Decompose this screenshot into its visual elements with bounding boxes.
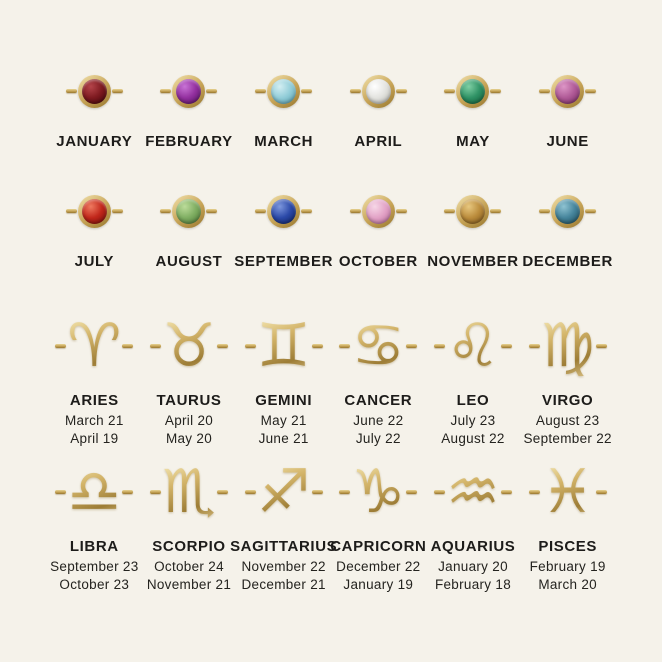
birthstone-charm	[350, 176, 407, 246]
leo-symbol-icon: ♌	[446, 311, 500, 381]
zodiac-charm	[434, 300, 512, 392]
gold-bezel	[456, 195, 489, 228]
connector-bar-right-icon	[217, 490, 228, 494]
gold-bezel	[172, 75, 205, 108]
zodiac-cell-gemini	[236, 300, 331, 447]
scorpio-symbol-icon: ♏	[162, 457, 216, 527]
birthstone-charm	[350, 56, 407, 126]
zodiac-start-date: December 22	[336, 559, 421, 574]
gemini-symbol-icon: ♊	[256, 311, 311, 381]
month-label: JULY	[74, 253, 115, 270]
connector-bar-left-icon	[160, 89, 171, 93]
capricorn-symbol-icon: ♑	[351, 457, 406, 527]
connector-bar-right-icon	[312, 490, 323, 494]
virgo-symbol-icon: ♍	[540, 311, 595, 381]
zodiac-end-date: July 22	[355, 430, 401, 446]
zodiac-cell-leo	[426, 300, 521, 447]
connector-bar-left-icon	[434, 344, 445, 348]
gold-bezel	[362, 75, 395, 108]
connector-bar-right-icon	[490, 89, 501, 93]
month-cell-june	[520, 56, 615, 150]
connector-bar-left-icon	[245, 490, 256, 494]
connector-bar-left-icon	[150, 490, 161, 494]
month-label: MARCH	[254, 133, 314, 150]
connector-bar-right-icon	[301, 209, 312, 213]
gold-bezel	[362, 195, 395, 228]
zodiac-start-date: February 19	[529, 559, 606, 574]
connector-bar-right-icon	[406, 490, 417, 494]
libra-symbol-icon: ♎	[67, 457, 122, 527]
aquarius-symbol-icon: ♒	[446, 457, 500, 527]
cancer-symbol-icon: ♋	[351, 311, 406, 381]
connector-bar-left-icon	[55, 344, 66, 348]
connector-bar-left-icon	[444, 89, 455, 93]
zodiac-start-date: August 23	[535, 413, 600, 428]
zodiac-start-date: January 20	[438, 559, 508, 574]
zodiac-end-date: November 21	[146, 576, 232, 592]
january-gemstone	[82, 79, 107, 104]
month-label: JUNE	[546, 133, 589, 150]
month-label: AUGUST	[155, 253, 223, 270]
connector-bar-left-icon	[255, 209, 266, 213]
connector-bar-right-icon	[396, 209, 407, 213]
october-gemstone	[366, 199, 391, 224]
connector-bar-right-icon	[396, 89, 407, 93]
zodiac-cell-virgo	[520, 300, 615, 447]
december-gemstone	[555, 199, 580, 224]
connector-bar-left-icon	[55, 490, 66, 494]
zodiac-name: LEO	[456, 392, 490, 409]
gold-bezel	[78, 75, 111, 108]
birthstone-charm	[66, 176, 123, 246]
zodiac-name: CAPRICORN	[330, 538, 427, 555]
month-cell-september	[234, 176, 334, 270]
zodiac-end-date: December 21	[241, 576, 326, 592]
zodiac-name: ARIES	[69, 392, 119, 409]
connector-bar-right-icon	[217, 344, 228, 348]
september-gemstone	[271, 199, 296, 224]
zodiac-end-date: May 20	[165, 430, 213, 446]
zodiac-cell-taurus	[142, 300, 237, 447]
connector-bar-right-icon	[312, 344, 323, 348]
month-cell-july	[47, 176, 142, 270]
zodiac-name: CANCER	[344, 392, 413, 409]
zodiac-name: LIBRA	[69, 538, 119, 555]
connector-bar-right-icon	[406, 344, 417, 348]
connector-bar-right-icon	[206, 89, 217, 93]
month-label: NOVEMBER	[427, 253, 519, 270]
connector-bar-right-icon	[122, 490, 133, 494]
month-cell-may	[426, 56, 521, 150]
june-gemstone	[555, 79, 580, 104]
may-gemstone	[460, 79, 485, 104]
month-cell-december	[520, 176, 615, 270]
zodiac-cell-pisces	[520, 446, 615, 593]
connector-bar-right-icon	[490, 209, 501, 213]
zodiac-charm	[245, 300, 323, 392]
zodiac-name: PISCES	[538, 538, 597, 555]
month-cell-january	[47, 56, 142, 150]
month-cell-march	[236, 56, 331, 150]
zodiac-name: SAGITTARIUS	[230, 538, 338, 555]
july-gemstone	[82, 199, 107, 224]
month-cell-april	[331, 56, 426, 150]
zodiac-charm	[150, 446, 228, 538]
connector-bar-left-icon	[150, 344, 161, 348]
zodiac-charm	[150, 300, 228, 392]
birthstone-charm	[444, 56, 501, 126]
connector-bar-left-icon	[434, 490, 445, 494]
month-label: FEBRUARY	[145, 133, 233, 150]
gold-bezel	[172, 195, 205, 228]
gold-bezel	[78, 195, 111, 228]
gold-bezel	[267, 195, 300, 228]
zodiac-end-date: March 20	[538, 576, 597, 592]
aries-symbol-icon: ♈	[67, 311, 122, 381]
month-label: JANUARY	[56, 133, 133, 150]
zodiac-cell-aquarius	[426, 446, 521, 593]
connector-bar-left-icon	[255, 89, 266, 93]
connector-bar-right-icon	[596, 344, 607, 348]
zodiac-row-1	[47, 300, 615, 447]
taurus-symbol-icon: ♉	[162, 311, 216, 381]
zodiac-start-date: March 21	[64, 413, 124, 428]
april-gemstone	[366, 79, 391, 104]
connector-bar-left-icon	[350, 89, 361, 93]
august-gemstone	[176, 199, 201, 224]
connector-bar-right-icon	[501, 344, 512, 348]
zodiac-start-date: June 22	[353, 413, 404, 428]
connector-bar-right-icon	[112, 89, 123, 93]
zodiac-cell-cancer	[331, 300, 426, 447]
zodiac-name: AQUARIUS	[430, 538, 516, 555]
month-label: DECEMBER	[522, 253, 613, 270]
gold-bezel	[267, 75, 300, 108]
zodiac-name: SCORPIO	[152, 538, 226, 555]
gold-bezel	[551, 75, 584, 108]
zodiac-name: GEMINI	[255, 392, 313, 409]
connector-bar-right-icon	[206, 209, 217, 213]
march-gemstone	[271, 79, 296, 104]
month-label: APRIL	[354, 133, 403, 150]
connector-bar-left-icon	[529, 344, 540, 348]
zodiac-cell-aries	[47, 300, 142, 447]
connector-bar-right-icon	[122, 344, 133, 348]
birthstone-charm	[444, 176, 501, 246]
zodiac-end-date: January 19	[343, 576, 414, 592]
months-row-2	[47, 176, 615, 270]
month-label: MAY	[456, 133, 490, 150]
connector-bar-left-icon	[66, 209, 77, 213]
birthstone-charm	[539, 176, 596, 246]
zodiac-charm	[434, 446, 512, 538]
birthstone-charm	[66, 56, 123, 126]
gold-bezel	[551, 195, 584, 228]
gold-bezel	[456, 75, 489, 108]
month-cell-november	[426, 176, 521, 270]
months-row-1	[47, 56, 615, 150]
zodiac-start-date: July 23	[450, 413, 496, 428]
connector-bar-left-icon	[160, 209, 171, 213]
zodiac-charm	[339, 300, 417, 392]
zodiac-end-date: August 22	[441, 430, 505, 446]
birthstone-charm	[255, 56, 312, 126]
month-label: OCTOBER	[338, 253, 418, 270]
zodiac-charm	[529, 446, 607, 538]
zodiac-cell-libra	[47, 446, 142, 593]
birthstone-charm	[539, 56, 596, 126]
zodiac-row-2	[47, 446, 615, 593]
zodiac-start-date: November 22	[241, 559, 326, 574]
connector-bar-right-icon	[301, 89, 312, 93]
connector-bar-left-icon	[339, 490, 350, 494]
month-label: SEPTEMBER	[234, 253, 334, 270]
zodiac-cell-scorpio	[142, 446, 237, 593]
birthstone-charm	[255, 176, 312, 246]
connector-bar-right-icon	[112, 209, 123, 213]
connector-bar-right-icon	[585, 209, 596, 213]
zodiac-charm	[529, 300, 607, 392]
zodiac-end-date: October 23	[59, 576, 130, 592]
zodiac-end-date: February 18	[434, 576, 512, 592]
connector-bar-left-icon	[529, 490, 540, 494]
connector-bar-right-icon	[596, 490, 607, 494]
month-cell-october	[331, 176, 426, 270]
november-gemstone	[460, 199, 485, 224]
zodiac-charm	[245, 446, 323, 538]
connector-bar-left-icon	[444, 209, 455, 213]
zodiac-name: TAURUS	[156, 392, 222, 409]
zodiac-charm	[339, 446, 417, 538]
zodiac-charm	[55, 446, 133, 538]
birthstone-charm	[160, 56, 217, 126]
pisces-symbol-icon: ♓	[540, 457, 595, 527]
zodiac-charm	[55, 300, 133, 392]
zodiac-start-date: May 21	[260, 413, 307, 428]
sagittarius-symbol-icon: ♐	[256, 457, 311, 527]
connector-bar-left-icon	[350, 209, 361, 213]
month-cell-february	[142, 56, 237, 150]
birthstone-charm	[160, 176, 217, 246]
connector-bar-left-icon	[66, 89, 77, 93]
zodiac-end-date: April 19	[70, 430, 119, 446]
connector-bar-left-icon	[539, 209, 550, 213]
zodiac-start-date: September 23	[50, 559, 139, 574]
zodiac-end-date: June 21	[258, 430, 309, 446]
zodiac-cell-sagittarius	[230, 446, 338, 593]
zodiac-name: VIRGO	[541, 392, 594, 409]
connector-bar-left-icon	[339, 344, 350, 348]
zodiac-end-date: September 22	[523, 430, 612, 446]
connector-bar-left-icon	[539, 89, 550, 93]
month-cell-august	[142, 176, 237, 270]
zodiac-start-date: October 24	[154, 559, 224, 574]
february-gemstone	[176, 79, 201, 104]
zodiac-cell-capricorn	[331, 446, 426, 593]
connector-bar-left-icon	[245, 344, 256, 348]
connector-bar-right-icon	[585, 89, 596, 93]
zodiac-start-date: April 20	[164, 413, 214, 428]
connector-bar-right-icon	[501, 490, 512, 494]
